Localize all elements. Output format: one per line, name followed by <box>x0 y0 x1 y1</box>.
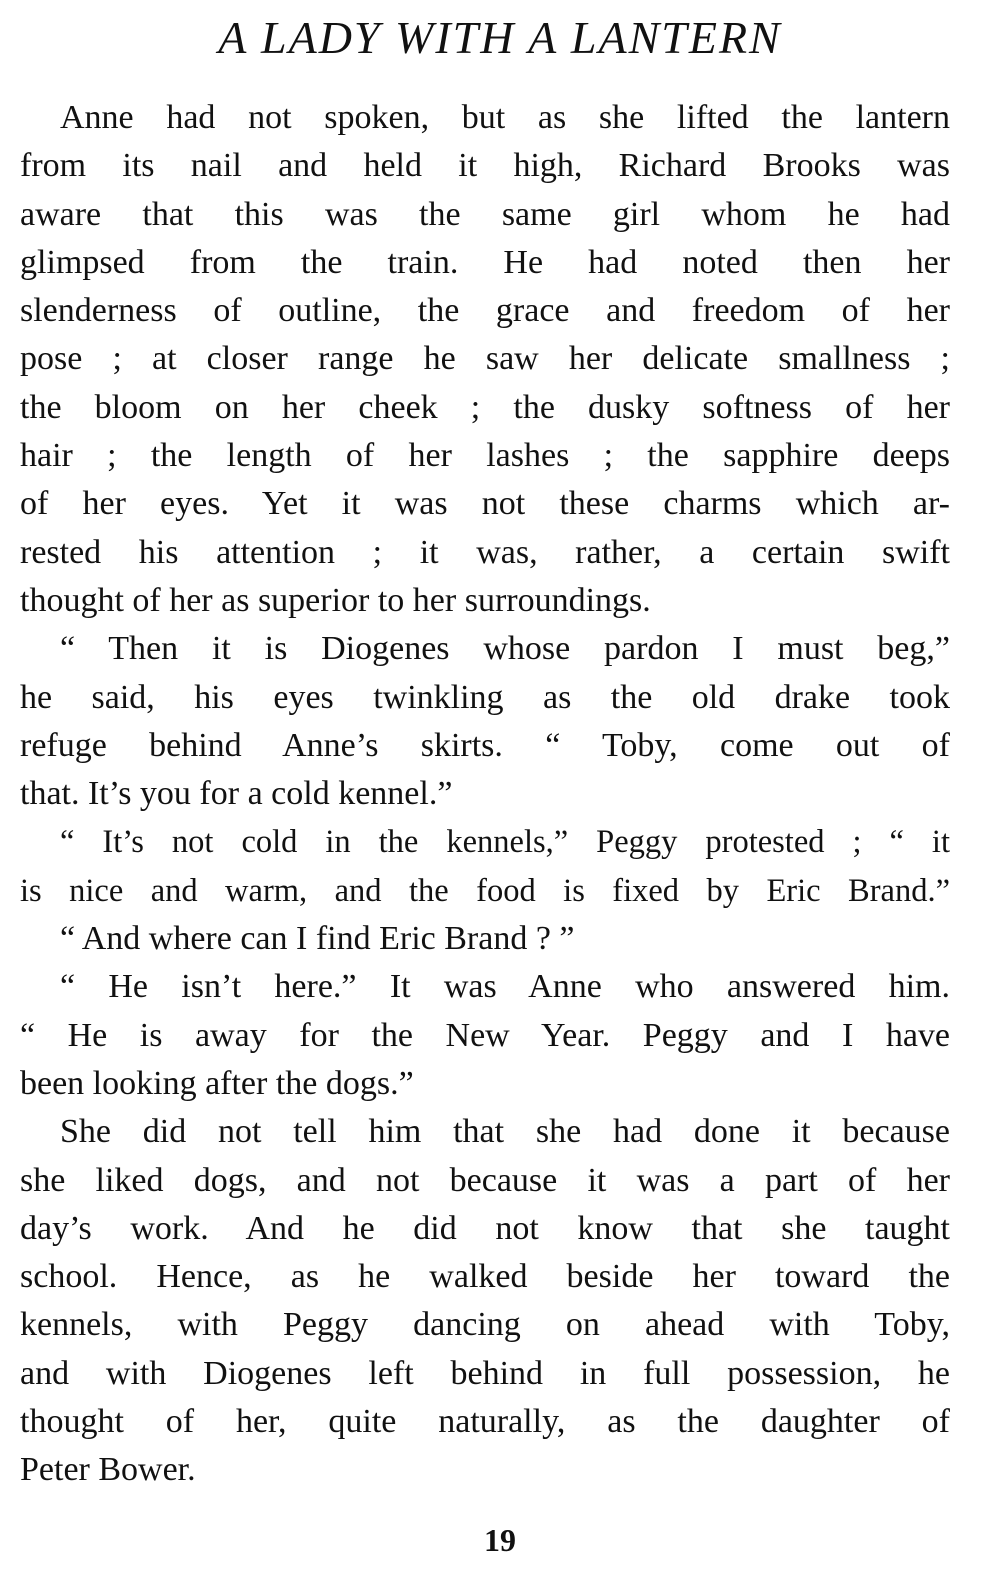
text-line: she liked dogs, and not because it was a part of her <box>20 1161 950 1199</box>
text-line: hair ; the length of her lashes ; the sapphire deeps <box>20 437 950 475</box>
text-line: glimpsed from the train. He had noted then her <box>20 243 950 281</box>
text-line: “ Then it is Diogenes whose pardon I must beg,” <box>60 630 950 668</box>
text-line: thought of her as superior to her surroundings. <box>20 581 651 619</box>
body-text <box>20 94 950 1495</box>
text-line: rested his attention ; it was, rather, a certain swift <box>20 533 950 571</box>
text-line: school. Hence, as he walked beside her toward the <box>20 1258 950 1296</box>
text-line: Anne had not spoken, but as she lifted the lantern <box>60 99 950 136</box>
text-line: pose ; at closer range he saw her delicate smallness ; <box>20 340 950 378</box>
text-line: “ And where can I find Eric Brand ? ” <box>60 920 575 958</box>
text-line: the bloom on her cheek ; the dusky softness of her <box>20 388 950 426</box>
text-line: kennels, with Peggy dancing on ahead with Toby, <box>20 1306 950 1344</box>
text-line: of her eyes. Yet it was not these charms which ar- <box>20 485 950 523</box>
page-number: 19 <box>484 1522 516 1558</box>
text-line: that. It’s you for a cold kennel.” <box>20 775 453 813</box>
text-line: thought of her, quite naturally, as the daughter of <box>20 1403 950 1441</box>
running-head: A LADY WITH A LANTERN <box>218 12 782 63</box>
text-line: She did not tell him that she had done it because <box>60 1113 950 1151</box>
text-line: been looking after the dogs.” <box>20 1064 414 1102</box>
text-line: refuge behind Anne’s skirts. “ Toby, come out of <box>20 726 950 764</box>
text-line: and with Diogenes left behind in full possession, he <box>20 1354 950 1392</box>
text-line: “ He isn’t here.” It was Anne who answered him. <box>60 968 950 1006</box>
text-line: “ It’s not cold in the kennels,” Peggy protested ; “ it <box>60 824 950 861</box>
text-line: “ He is away for the New Year. Peggy and I have <box>20 1016 950 1054</box>
text-line: he said, his eyes twinkling as the old drake took <box>20 678 950 716</box>
text-line: from its nail and held it high, Richard Brooks was <box>20 147 950 185</box>
text-line: Peter Bower. <box>20 1451 196 1489</box>
text-line: is nice and warm, and the food is fixed by Eric Brand.” <box>20 872 950 909</box>
text-line: day’s work. And he did not know that she taught <box>20 1209 950 1247</box>
text-line: aware that this was the same girl whom he had <box>20 195 950 233</box>
text-line: slenderness of outline, the grace and freedom of her <box>20 292 950 330</box>
